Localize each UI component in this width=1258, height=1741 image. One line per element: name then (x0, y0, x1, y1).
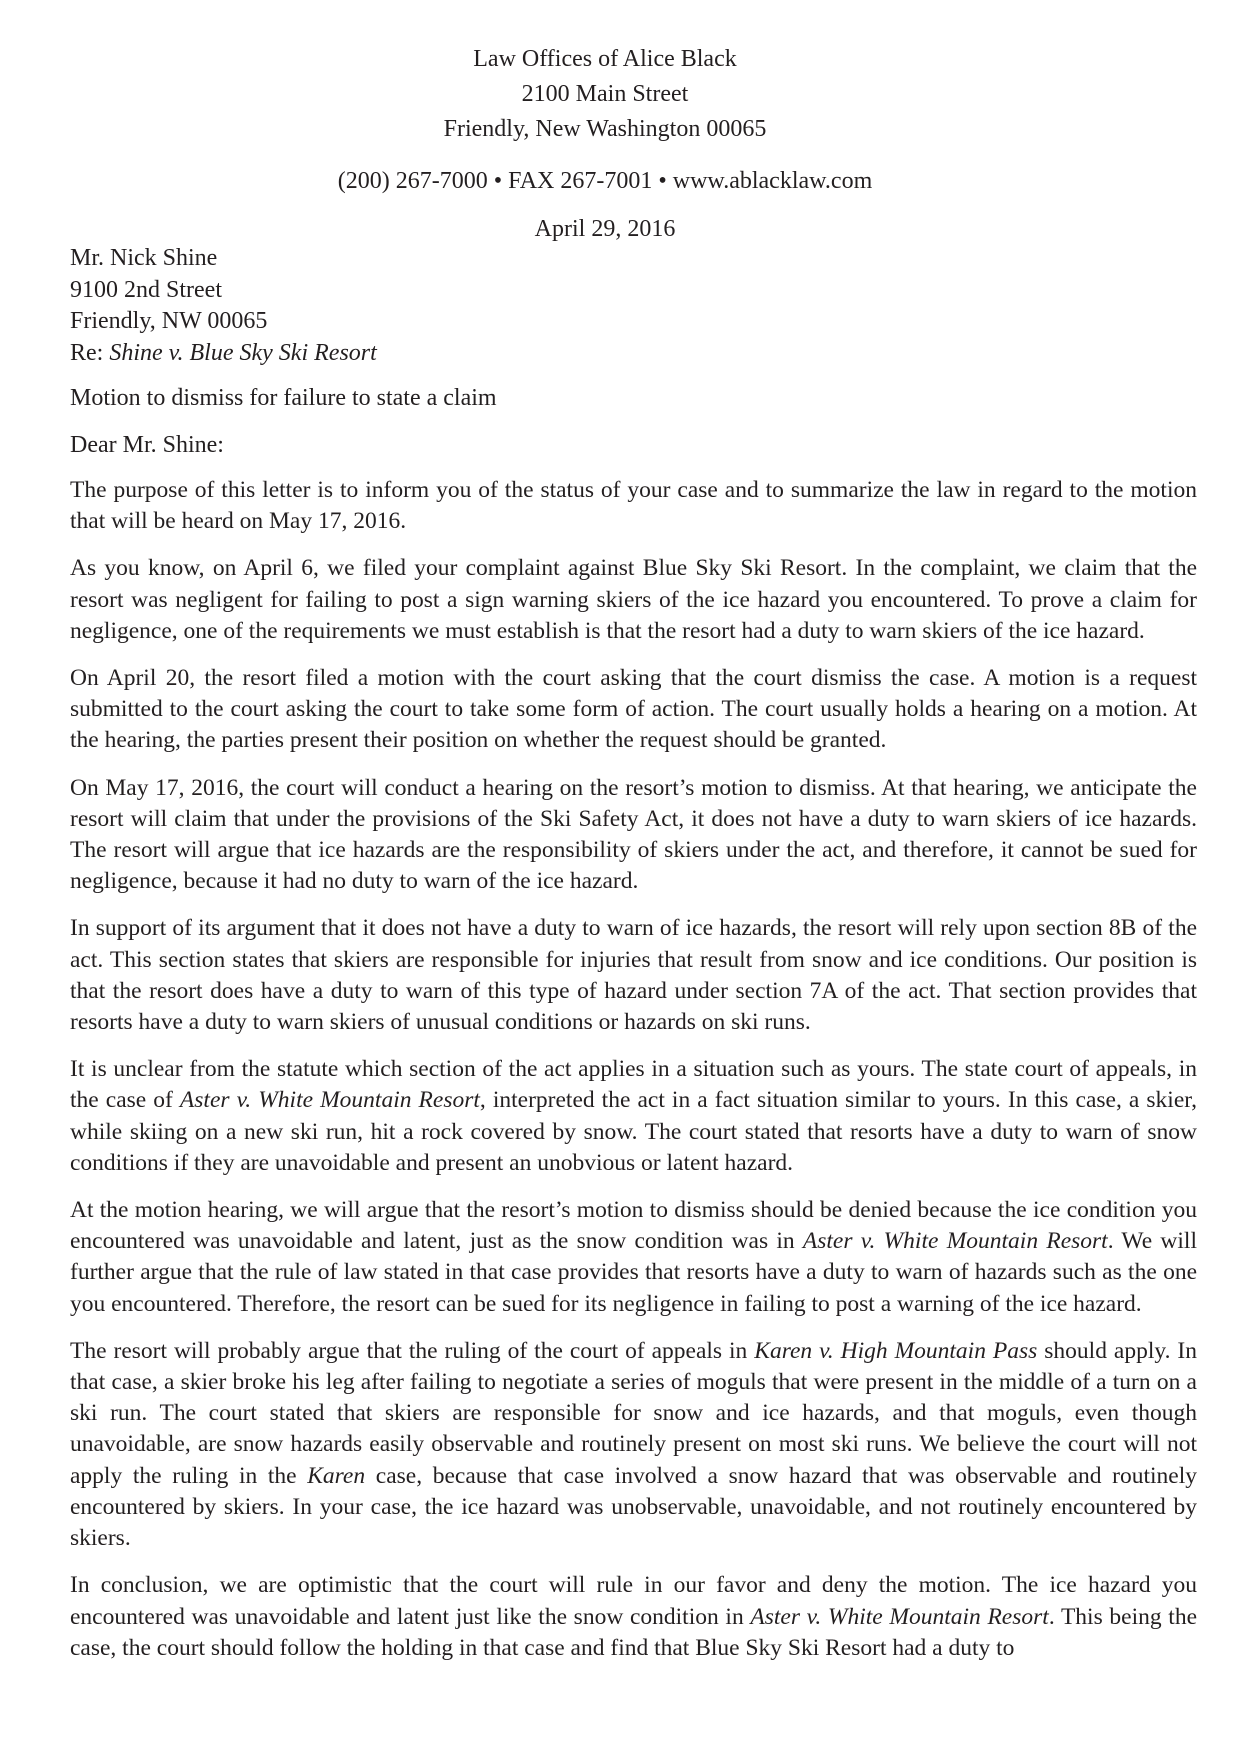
firm-street: 2100 Main Street (521, 81, 689, 107)
case-citation: Karen v. High Mountain Pass (754, 1337, 1038, 1364)
paragraph-5: In support of its argument that it does not have a duty to warn of ice hazards, the resort will rely upon section 8B of the act. This section states that skiers are responsible for injuries that result from snow and ice conditions. Our position is that the resort does have a duty to warn of this type of hazard under section 7A of the act. That section provides that resorts have a duty to warn skiers of unusual conditions or hazards on ski runs. (70, 915, 1197, 1036)
paragraph-8 (70, 1336, 1197, 1554)
salutation: Dear Mr. Shine: (70, 432, 224, 458)
paragraph-4: On May 17, 2016, the court will conduct a hearing on the resort’s motion to dismiss. At that hearing, we anticipate the resort will claim that under the provisions of the Ski Safety Act, it does not have a duty to warn skiers of ice hazards. The resort will argue that ice hazards are the responsibility of skiers under the act, and therefore, it cannot be sued for negligence, because it had no duty to warn of the ice hazard. (70, 774, 1197, 895)
paragraph-9 (70, 1570, 1197, 1664)
re-case-name: Shine v. Blue Sky Ski Resort (109, 339, 377, 366)
paragraph-6 (70, 1054, 1197, 1179)
case-citation: Aster v. White Mountain Resort (802, 1228, 1108, 1255)
letterhead (0, 42, 1210, 147)
paragraph-6-text-b: , interpreted the act in a fact situation similar to yours. In this case, a skier, while skiing on a new ski run, hit a rock covered by snow. The court stated that resorts have a duty to warn of snow conditions if they are unavoidable and present an unobvious or latent hazard. (70, 1087, 1198, 1176)
paragraph-9-text-b: . This being the case, the court should follow the holding in that case and find that Blue Sky Ski Resort had a duty to (70, 1603, 1197, 1661)
paragraph-7 (70, 1195, 1197, 1320)
paragraph-1: The purpose of this letter is to inform you of the status of your case and to summarize the law in regard to the motion that will be heard on May 17, 2016. (70, 477, 1197, 535)
letter-body (70, 475, 1197, 1680)
paragraph-9-text-a: In conclusion, we are optimistic that the court will rule in our favor and deny the motion. The ice hazard you encountered was unavoidable and latent just like the snow condition in (70, 1572, 1197, 1630)
re-label: Re: (70, 339, 110, 366)
case-citation: Aster v. White Mountain Resort (750, 1603, 1049, 1630)
recipient-block (70, 243, 670, 369)
recipient-city: Friendly, NW 00065 (70, 308, 268, 334)
letter-date: April 29, 2016 (534, 216, 676, 242)
firm-city: Friendly, New Washington 00065 (443, 116, 767, 142)
paragraph-8-text-a: The resort will probably argue that the ruling of the court of appeals in (70, 1337, 755, 1364)
firm-contact: (200) 267-7000 • FAX 267-7001 • www.ablacklaw.com (337, 168, 873, 194)
re-line (70, 338, 670, 370)
subject-line: Motion to dismiss for failure to state a claim (70, 385, 497, 411)
paragraph-3: On April 20, the resort filed a motion with the court asking that the court dismiss the case. A motion is a request submitted to the court asking the court to take some form of action. The court usually holds a hearing on a motion. At the hearing, the parties present their position on whether the request should be granted. (70, 665, 1197, 754)
paragraph-8-text-b: should apply. In that case, a skier broke his leg after failing to negotiate a series of moguls that were present in the middle of a turn on a ski run. The court stated that skiers are responsible for snow and ice hazards, and that moguls, even though unavoidable, are snow hazards easily observable and routinely present on most ski runs. We believe the court will not apply the ruling in the (70, 1337, 1197, 1489)
recipient-street: 9100 2nd Street (70, 276, 222, 303)
case-citation: Aster v. White Mountain Resort (179, 1087, 480, 1114)
paragraph-6-text-a: It is unclear from the statute which section of the act applies in a situation such as yours. The state court of appeals, in the case of (70, 1056, 1197, 1114)
paragraph-8-text-c: case, because that case involved a snow hazard that was observable and routinely encountered by skiers. In your case, the ice hazard was unobservable, unavoidable, and not routinely encountered by skiers. (70, 1462, 1198, 1552)
paragraph-2: As you know, on April 6, we filed your complaint against Blue Sky Ski Resort. In the complaint, we claim that the resort was negligent for failing to post a sign warning skiers of the ice hazard you encountered. To prove a claim for negligence, one of the requirements we must establish is that the resort had a duty to warn skiers of the ice hazard. (70, 555, 1197, 644)
recipient-name: Mr. Nick Shine (70, 245, 218, 271)
paragraph-7-text-a: At the motion hearing, we will argue that the resort’s motion to dismiss should be denied because the ice condition you encountered was unavoidable and latent, just as the snow condition was in (70, 1197, 1197, 1255)
paragraph-7-text-b: . We will further argue that the rule of law stated in that case provides that resorts have a duty to warn of hazards such as the one you encountered. Therefore, the resort can be sued for its negligence in failing to post a warning of the ice hazard. (70, 1228, 1197, 1317)
firm-name: Law Offices of Alice Black (473, 46, 737, 72)
case-citation: Karen (307, 1462, 366, 1489)
